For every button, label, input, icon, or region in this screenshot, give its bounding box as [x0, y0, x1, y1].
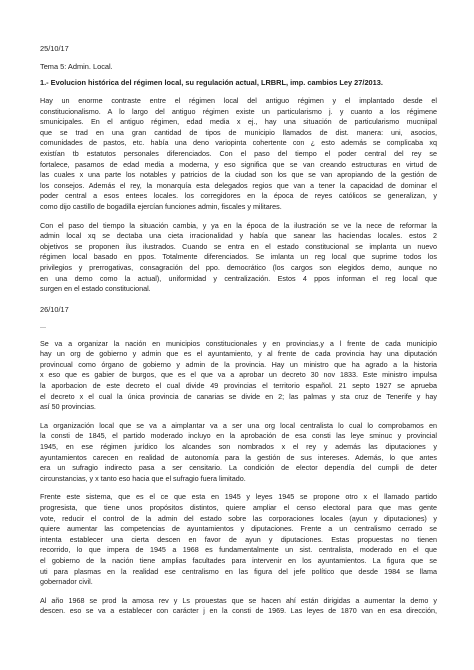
- text-line: Al año 1968 se prod la amosa rev y Ls prouestas que se hacen ahí están dirigidas a aumentar la demo y: [40, 595, 437, 605]
- text-line: provincual como órgano de gobierno y admin de la provincia. Hay un ministro que ha agrado a la historia: [40, 359, 437, 369]
- text-line: poder central a esos entees locales. los corregidores en la época de reyes católicos se generalizan, y: [40, 191, 437, 201]
- text-line: vote, reducir el control de la admin del estado sobre las corporaciones locales (ayun y diputaciones) y: [40, 513, 437, 523]
- paragraph-2: [40, 221, 437, 295]
- text-line: admin local xq se dectaba una cieta irracionalidad y había que sanear las haciendas locales. estos 2: [40, 231, 437, 241]
- text-line: privilegios y prerrogativas, consagración del ppo. democrático (los cargos son elegidos demo, aunque no: [40, 262, 437, 272]
- text-line: Frente este sistema, que es el ce que esta en 1945 y leyes 1945 se propone otro x el llamado partido: [40, 492, 437, 502]
- text-line: uti para plasmas en la realidad ese centralismo en las figura del jefe político que desde 1984 se llama: [40, 566, 437, 576]
- text-line: era un sufragio indirecto pasa a ser censitario. La condición de elector dependía del cumpli de deter: [40, 463, 437, 473]
- text-line: las cuales x una parte los notables y patricios de la ciudad son los que se van apropiando de la gestión de: [40, 170, 437, 180]
- text-line: los consejos. Además el rey, la monarquía esta delegados regios que van a tener la capacidad de dominar el: [40, 180, 437, 190]
- text-line: constitucionalismo. A lo largo del antiguo régimen existe un particularismo j. y cuanto a los régimene: [40, 106, 437, 116]
- paragraph-5: [40, 492, 437, 587]
- text-line: recorrido, lo que impera de 1945 a 1968 es fundamentalmente un sist. centralista, moderado en el que: [40, 545, 437, 555]
- text-line: el gobierno de la nación tiene amplias facultades para intervenir en los ayuntamientos. La figura que se: [40, 555, 437, 565]
- text-line: así 50 provincias.: [40, 402, 96, 412]
- text-line: ayuntamientos carecen en realidad de autonomía para la gestión de sus intereses. Además, lo que antes: [40, 452, 437, 462]
- paragraph-4: [40, 421, 437, 485]
- text-line: Hay un enorme contraste entre el régimen local del antiguo régimen y el implantado desde el: [40, 96, 437, 105]
- text-line: en una demo como la actual), uniformidad y centralización. Estos 4 ppos informan el reg local que: [40, 273, 437, 283]
- text-line: Se va a organizar la nación en municipios constitucionales y en provincias,y a l frente de cada municipio: [40, 338, 437, 348]
- text-line: quiere aumentar las competencias de ayuntamientos y diputaciones. Frente a un centralismo cerrado se: [40, 524, 437, 534]
- date-heading: 26/10/17: [40, 304, 69, 314]
- date-heading: 25/10/17: [40, 44, 69, 53]
- text-line: fortalece, pasamos de edad media a moderna, y eso significa que se van creando estructuras en virtud de: [40, 159, 437, 169]
- text-line: intenta establecer una cierta descen en favor de ayun y diputaciones. Estas propuestas no tienen: [40, 534, 437, 544]
- text-line: régimen local basado en ppos. Totalmente diferenciados. Se imlanta un reg local que suprime todos los: [40, 252, 437, 262]
- text-line: objetivos se proponen ilus ilustrados. Cuando se entra en el estado constitucional se implanta un nuevo: [40, 241, 437, 251]
- text-line: comunidades de pastos, etc. había una deno variopinta cohertente con ¿ esto además se complicaba xq: [40, 138, 437, 148]
- text-line: La organización local que se va a aimplantar va a ser una org local centralista lo cual lo comprobamos en: [40, 420, 437, 430]
- text-line: hay un org de gobierno y admin que es el ayuntamiento, y al frente de cada provincia hay una diputación: [40, 349, 437, 359]
- ellipsis-marker: ...: [40, 320, 46, 330]
- paragraph-1: [40, 96, 437, 213]
- text-line: surgen en el estado constitucional.: [40, 284, 151, 294]
- document-page: [40, 44, 437, 617]
- section-heading: 1.- Evolucion histórica del régimen local, su regulación actual, LRBRL, imp. cambios Ley 27/2013.: [40, 78, 383, 87]
- text-line: 1945, en ese régimen jurídico los alcandes son nombrados x el rey y además las diputaciones y: [40, 442, 437, 452]
- text-line: como dijo castillo de bogadilla ejercían funciones admin, fiscales y militares.: [40, 201, 282, 211]
- text-line: descen. eso se va a establecer con carácter j en la consti de 1969. Las leyes de 1870 van en esa dirección,: [40, 606, 437, 616]
- text-line: circunstancias, y x tanto eso hacia que el sufragio fuera limitado.: [40, 473, 246, 483]
- text-line: que se trad en una gran cantidad de tipos de municipio llamados de dist. manera: uni, asocios,: [40, 127, 437, 137]
- text-line: la aporbacion de este decreto el cual divide 49 provincias el territorio español. 21 septo 1927 se aprueba: [40, 381, 437, 391]
- text-line: existían tb estatutos personales diferenciados. Con el paso del tiempo el poder central del rey se: [40, 148, 437, 158]
- paragraph-6: [40, 596, 437, 617]
- text-line: smunicipales. En el antiguo régimen, edad media x ej., hay una situación de particularismo mucniipal: [40, 117, 437, 127]
- text-line: Con el paso del tiempo la situación cambia, y ya en la época de la ilustración se ve la nece de reformar la: [40, 220, 437, 230]
- text-line: progresista, que tiene unos propósitos distintos, quiere ampliar el censo electoral para que mas gente: [40, 503, 437, 512]
- text-line: la consti de 1845, el partido moderado incluyo en la aprobación de esa consti las leye sminuc y provincial: [40, 431, 437, 441]
- paragraph-3: [40, 339, 437, 413]
- text-line: el decreto x el cual la única provincia de canarias se divide en 2; las palmas y sta cruz de Tenerife y hay: [40, 391, 437, 401]
- text-line: x eso que es gabier de burgos, que es el que va a aprobar un decreto 30 nov 1833. Este ministro impulsa: [40, 370, 437, 380]
- topic-title: Tema 5: Admin. Local.: [40, 62, 113, 71]
- text-line: gobernador civil.: [40, 577, 93, 587]
